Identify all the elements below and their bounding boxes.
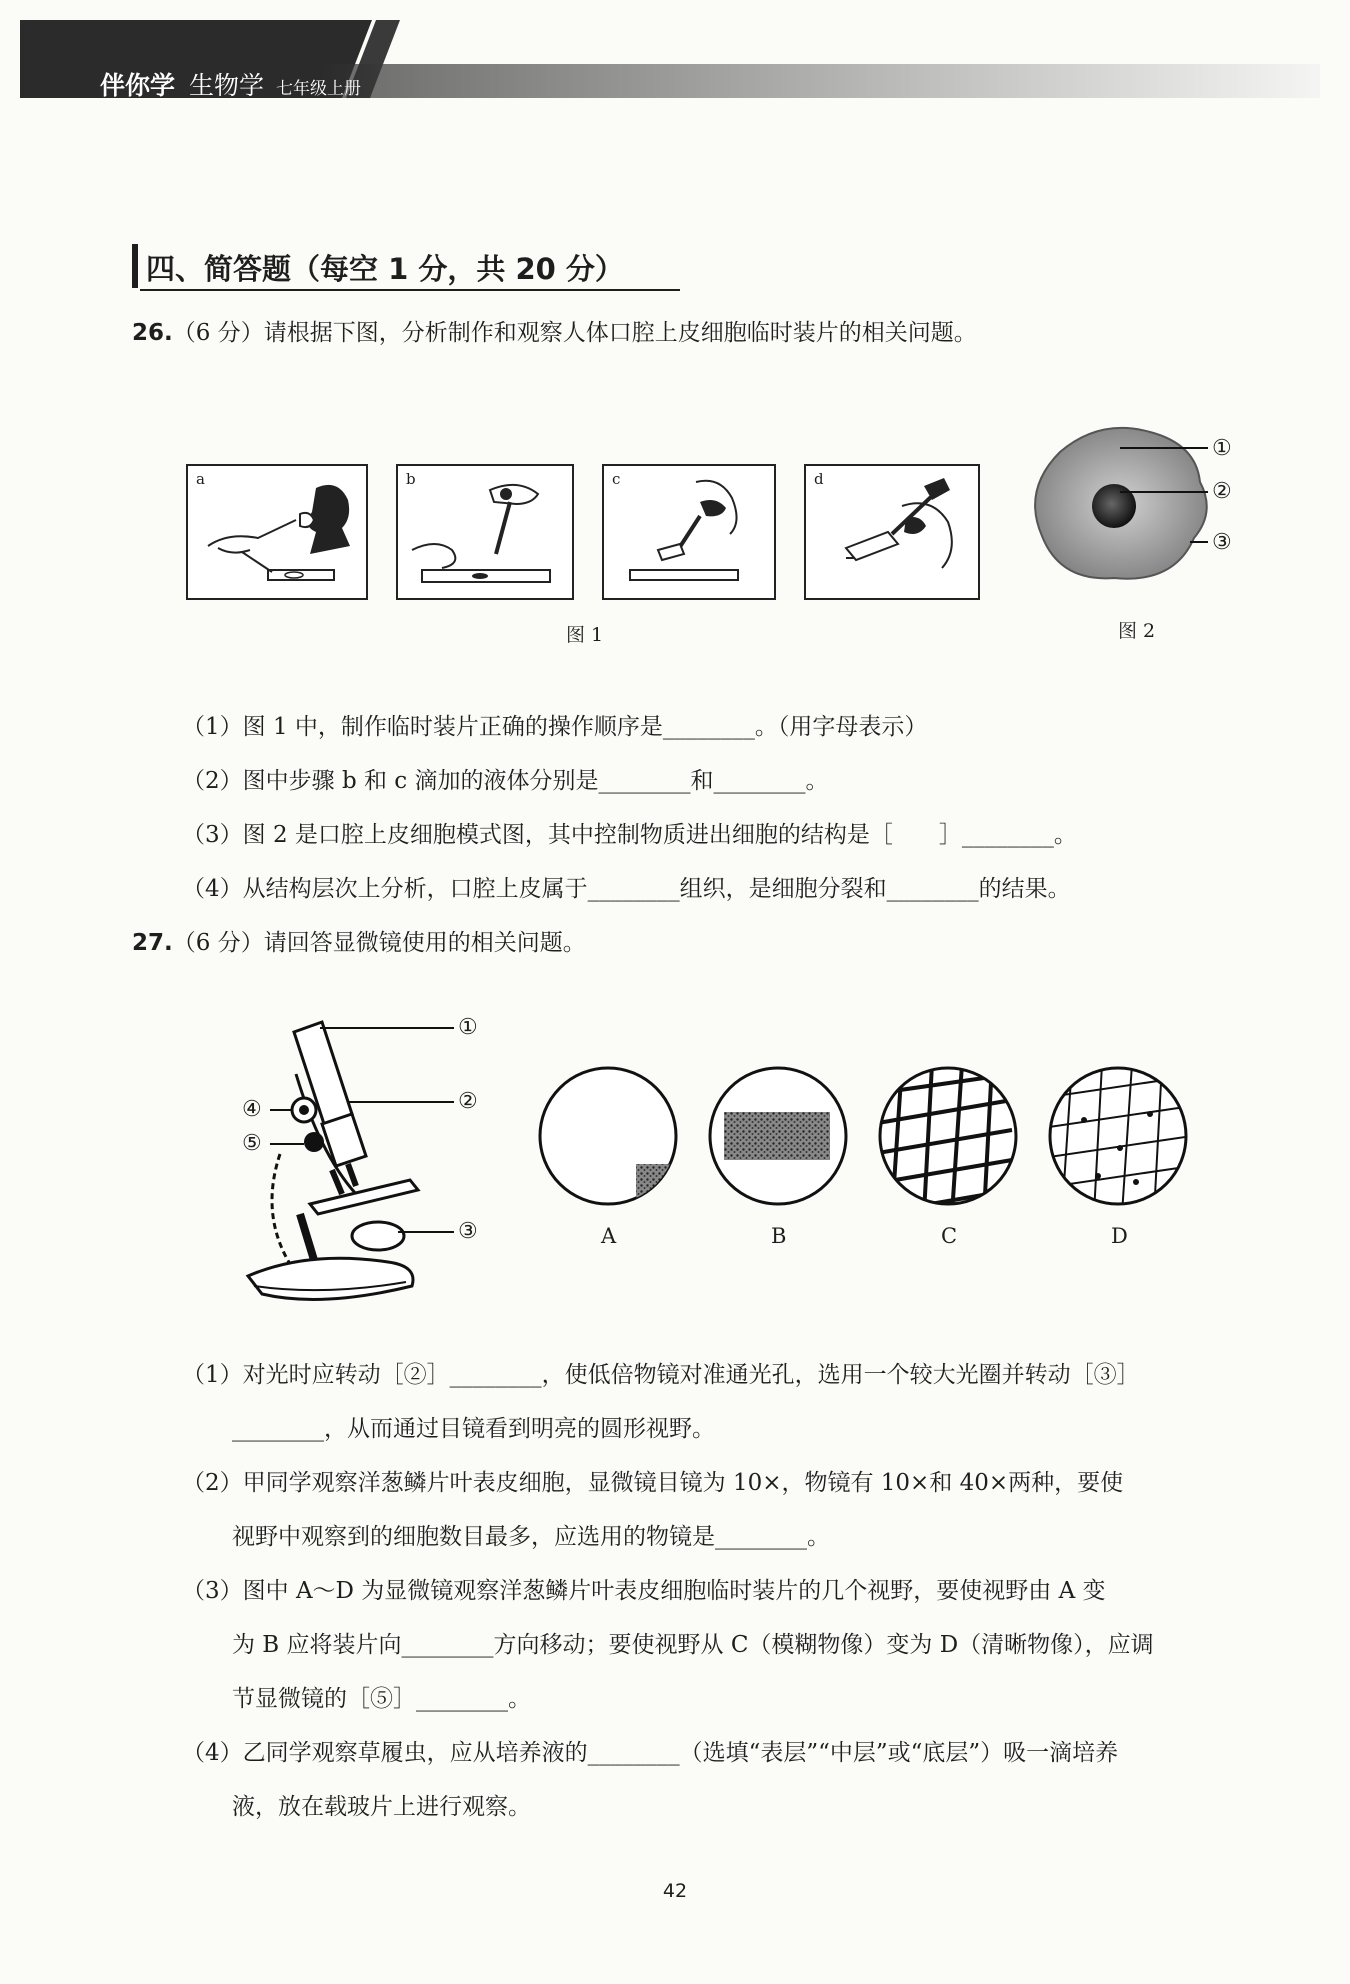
microscope-label-4: ④	[242, 1097, 262, 1122]
header-title	[100, 66, 361, 102]
view-label-a: A	[601, 1224, 617, 1248]
q26-sub-3: （3）图 2 是口腔上皮细胞模式图，其中控制物质进出细胞的结构是［ ］________。	[182, 822, 1077, 848]
fig1-panel-b	[396, 464, 574, 600]
q26-sub-1: （1）图 1 中，制作临时装片正确的操作顺序是________。（用字母表示）	[182, 714, 928, 740]
header-brand: 伴你学	[100, 71, 176, 100]
q27-sub-1-line-2: ________，从而通过目镜看到明亮的圆形视野。	[232, 1416, 715, 1442]
section-underline	[140, 289, 680, 291]
header-grade: 七年级上册	[276, 79, 362, 99]
q26-sub-2: （2）图中步骤 b 和 c 滴加的液体分别是________和________。	[182, 768, 829, 794]
view-label-b: B	[771, 1224, 787, 1248]
q27-sub-2-line-2: 视野中观察到的细胞数目最多，应选用的物镜是________。	[232, 1524, 830, 1550]
fig1-panel-d	[804, 464, 980, 600]
q27-sub-3-line-2: 为 B 应将装片向________方向移动；要使视野从 C（模糊物像）变为 D（清晰物像），应调	[232, 1632, 1154, 1658]
section-marker	[132, 244, 138, 288]
q26-stem-line	[132, 318, 977, 348]
q26-number: 26.	[132, 320, 173, 346]
microscope-label-5: ⑤	[242, 1131, 262, 1156]
microscope-label-3: ③	[458, 1219, 478, 1244]
fig1-panel-c	[602, 464, 776, 600]
q27-sub-4-line-1: （4）乙同学观察草履虫，应从培养液的________（选填“表层”“中层”或“底层”）吸一滴培养	[182, 1740, 1119, 1766]
q26-sub-4: （4）从结构层次上分析，口腔上皮属于________组织，是细胞分裂和________的结果。	[182, 876, 1071, 902]
microscope-label-1: ①	[458, 1015, 478, 1040]
q27-number: 27.	[132, 930, 173, 956]
q26-stem: （6 分）请根据下图，分析制作和观察人体口腔上皮细胞临时装片的相关问题。	[172, 320, 977, 346]
q27-stem-line	[132, 928, 586, 958]
fig2-label-3: ③	[1212, 530, 1232, 555]
coverslip-illustration	[604, 466, 774, 598]
fig1-panel-a	[186, 464, 368, 600]
q27-sub-1-line-1: （1）对光时应转动［②］________，使低倍物镜对准通光孔，选用一个较大光圈并转动［③］	[182, 1362, 1140, 1388]
microscope-label-2: ②	[458, 1089, 478, 1114]
fig1-caption: 图 1	[566, 624, 604, 646]
fig1-panel-label: d	[814, 470, 824, 488]
view-label-d: D	[1111, 1224, 1128, 1248]
stain-illustration	[806, 466, 978, 598]
q27-sub-2-line-1: （2）甲同学观察洋葱鳞片叶表皮细胞，显微镜目镜为 10×，物镜有 10×和 40×两种，要使	[182, 1470, 1124, 1496]
section-title: 四、简答题（每空 1 分，共 20 分）	[146, 252, 624, 286]
q27-sub-3-line-1: （3）图中 A～D 为显微镜观察洋葱鳞片叶表皮细胞临时装片的几个视野，要使视野由 A 变	[182, 1578, 1106, 1604]
fig2-label-2: ②	[1212, 479, 1232, 504]
fig1-panel-label: a	[196, 470, 205, 488]
scraping-illustration	[188, 466, 366, 598]
page-number: 42	[662, 1880, 688, 1902]
view-label-c: C	[941, 1224, 958, 1248]
fields-of-view	[532, 1064, 1192, 1214]
fig2-label-1: ①	[1212, 436, 1232, 461]
dropper-illustration	[398, 466, 572, 598]
fig1-panel-label: c	[612, 470, 621, 488]
q27-sub-4-line-2: 液，放在载玻片上进行观察。	[232, 1794, 531, 1820]
header-subject: 生物学	[189, 71, 265, 100]
q27-sub-3-line-3: 节显微镜的［⑤］________。	[232, 1686, 531, 1712]
q27-stem: （6 分）请回答显微镜使用的相关问题。	[172, 930, 586, 956]
microscope-diagram	[240, 1014, 480, 1304]
fig1-panel-label: b	[406, 470, 416, 488]
fig2-caption: 图 2	[1118, 620, 1156, 642]
